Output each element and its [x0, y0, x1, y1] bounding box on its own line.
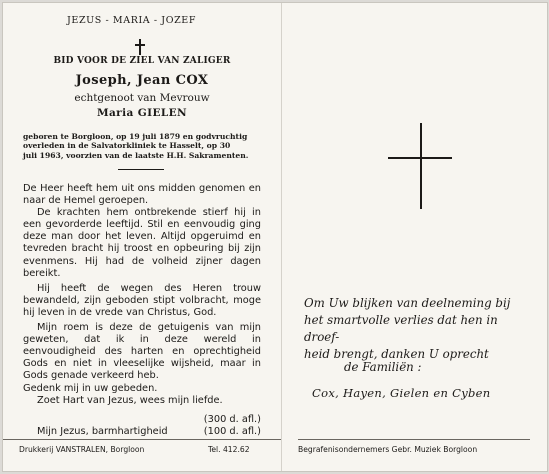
memorial-card: [2, 2, 548, 472]
spouse-line: echtgenoot van Mevrouw: [74, 92, 210, 104]
paragraph: De krachten hem ontbrekende stierf hij in een gevorderde leeftijd. Stil en eenvoudig ging deze man door het leven. Altijd opgeruimd en tevreden bracht hij troost en opbeuring bij zijn evenmens. Hij had de volheid zijner dagen bereikt.: [23, 207, 261, 279]
printer-phone: Tel. 412.62: [208, 445, 250, 454]
indulgence: (300 d. afl.): [203, 414, 261, 425]
thanks-line: heid brengt, danken U oprecht: [304, 347, 489, 361]
bio-line: juli 1963, voorzien van de laatste H.H. Sakramenten.: [23, 150, 249, 160]
prayer-title: BID VOOR DE ZIEL VAN ZALIGER: [53, 56, 231, 66]
printer-footer: [3, 439, 281, 454]
paragraph: De Heer heeft hem uit ons midden genomen en naar de Hemel geroepen.: [23, 183, 261, 207]
bio-line: overleden in de Salvatorkliniek te Hasselt, op 30: [23, 141, 231, 151]
deceased-name: Joseph, Jean COX: [75, 73, 209, 88]
indulgence: (100 d. afl.): [203, 426, 261, 437]
prayer-line: Zoet Hart van Jezus, wees mijn liefde.: [37, 394, 223, 406]
header-jezus-maria-jozef: JEZUS - MARIA - JOZEF: [67, 15, 197, 26]
paragraph: Hij heeft de wegen des Heren trouw bewandeld, zijn geboden stipt volbracht, moge hij leven in de vrede van Christus, God.: [23, 282, 261, 318]
bio-line: geboren te Borgloon, op 19 juli 1879 en godvruchtig: [23, 132, 248, 141]
family-names: Cox, Hayen, Gielen en Cyben: [312, 386, 491, 400]
large-cross-icon: [388, 123, 452, 209]
spouse-name: Maria GIELEN: [96, 107, 188, 119]
biography: [23, 132, 263, 160]
memorial-text: [23, 183, 261, 407]
prayer-line: Mijn Jezus, barmhartigheid: [37, 426, 168, 437]
right-panel: [282, 3, 547, 471]
divider: [118, 169, 164, 170]
thanks-text: [304, 295, 530, 363]
paragraph: Mijn roem is deze de getuigenis van mijn geweten, dat ik in deze wereld in eenvoudigheid des harten en oprechtigheid Gods en niet in vleeselijke wijsheid, maar in Gods genade verkeerd heb.: [23, 322, 261, 382]
left-panel: [3, 3, 281, 471]
thanks-line: het smartvolle verlies dat hen in droef-: [304, 313, 498, 344]
familie-label: de Familiën :: [344, 360, 422, 374]
small-cross-icon: [134, 39, 146, 55]
thanks-line: Om Uw blijken van deelneming bij: [304, 296, 511, 310]
gedenk-line: Gedenk mij in uw gebeden.: [23, 382, 158, 394]
undertaker-footer: [298, 439, 530, 454]
undertaker-name: Begrafenisondernemers Gebr. Muziek Borgloon: [298, 445, 478, 454]
printer-name: Drukkerij VANSTRALEN, Borgloon: [19, 445, 145, 454]
